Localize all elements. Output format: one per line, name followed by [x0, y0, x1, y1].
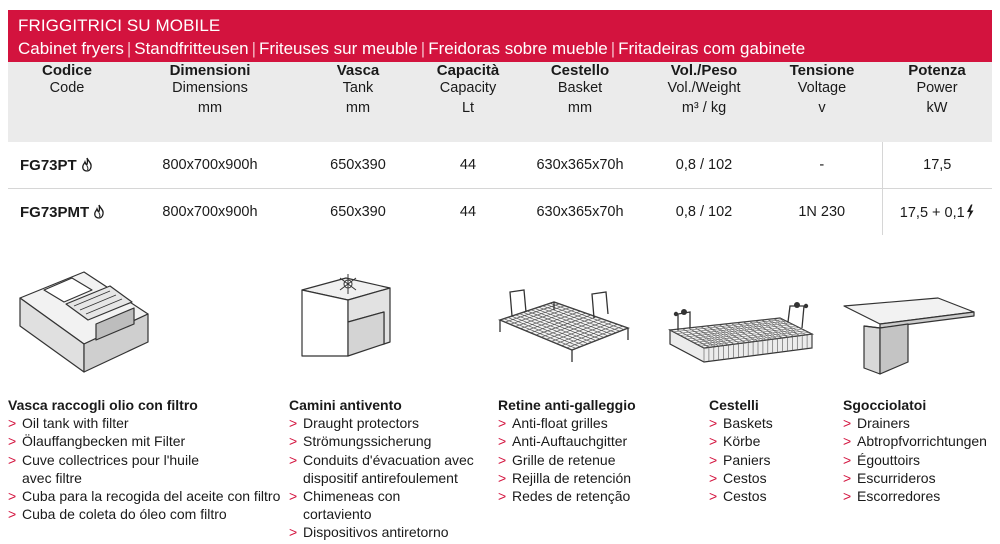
units-row: [8, 100, 992, 142]
subtitle-de: Standfritteusen: [134, 39, 249, 58]
gas-flame-icon: [81, 157, 93, 172]
feature-item: > Cuba de coleta do óleo com filtro: [8, 505, 280, 523]
feature-title: Cestelli: [709, 397, 759, 413]
feature-item: > Dispositivos antiretorno: [289, 523, 474, 541]
feature-item: > Draught protectors: [289, 414, 474, 432]
col-header-code: Codice Code: [41, 62, 92, 96]
col-header-tank: Vasca Tank: [336, 62, 380, 96]
feature-title: Sgocciolatoi: [843, 397, 927, 413]
subtitle-es: Freidoras sobre mueble: [428, 39, 608, 58]
feature-item: > Strömungssicherung: [289, 432, 474, 450]
feature-drainers: [843, 396, 987, 505]
feature-baskets: [709, 396, 773, 505]
subtitle-separator: |: [420, 39, 426, 58]
feature-title: Camini antivento: [289, 397, 402, 413]
feature-item: > Escurrideros: [843, 469, 987, 487]
gas-flame-icon: [93, 204, 105, 219]
feature-item: > Cestos: [709, 487, 773, 505]
feature-item: > Chimeneas con: [289, 487, 474, 505]
subtitle-fr: Friteuses sur meuble: [259, 39, 418, 58]
col-header-power: Potenza Power: [908, 62, 966, 96]
subtitle-separator: |: [126, 39, 132, 58]
col-header-voltage: Tensione Voltage: [789, 62, 855, 96]
header-row: [8, 62, 992, 100]
feature-title: Retine anti-galleggio: [498, 397, 636, 413]
feature-item: > Körbe: [709, 432, 773, 450]
banner-subtitles: [18, 39, 805, 59]
row-voltage: -: [762, 142, 882, 189]
basket-illustration: [660, 300, 820, 368]
subtitle-separator: |: [610, 39, 616, 58]
row-voltage: 1N 230: [798, 204, 846, 220]
feature-item: > Baskets: [709, 414, 773, 432]
col-header-basket: Cestello Basket: [550, 62, 610, 96]
feature-oil-tank: [8, 396, 280, 523]
draught-protector-illustration: [296, 270, 396, 362]
feature-item: > Égouttoirs: [843, 451, 987, 469]
feature-item: > Abtropfvorrichtungen: [843, 432, 987, 450]
oil-tank-illustration: [14, 268, 154, 376]
feature-item-continued: avec filtre: [22, 469, 82, 486]
col-header-vol-weight: Vol./Peso Vol./Weight: [667, 62, 741, 96]
unit-vol-weight: m³ / kg: [681, 100, 727, 116]
table-row: [8, 142, 992, 189]
feature-item: > Drainers: [843, 414, 987, 432]
subtitle-pt: Fritadeiras com gabinete: [618, 39, 806, 58]
subtitle-separator: |: [251, 39, 257, 58]
row-basket: 630x365x70h: [536, 204, 624, 220]
row-tank: 650x390: [330, 204, 386, 220]
feature-item: > Redes de retenção: [498, 487, 636, 505]
row-vol-weight: 0,8 / 102: [646, 142, 762, 189]
table-row: [8, 189, 992, 236]
feature-item: > Anti-Auftauchgitter: [498, 432, 636, 450]
unit-basket: mm: [567, 100, 593, 116]
feature-item: > Cuve collectrices pour l'huile: [8, 451, 280, 469]
electric-bolt-icon: [965, 204, 975, 220]
feature-draught-protectors: [289, 396, 474, 542]
unit-tank: mm: [345, 100, 371, 116]
row-dimensions: 800x700x900h: [162, 204, 258, 220]
row-vol-weight: 0,8 / 102: [675, 204, 733, 220]
unit-code: [8, 100, 126, 142]
feature-item: > Paniers: [709, 451, 773, 469]
title-banner: [8, 10, 992, 62]
drainer-illustration: [838, 296, 978, 376]
feature-title: Vasca raccogli olio con filtro: [8, 397, 198, 413]
feature-item: > Anti-float grilles: [498, 414, 636, 432]
feature-item-continued: dispositif antirefoulement: [303, 469, 458, 486]
unit-voltage: v: [818, 100, 826, 116]
banner-title: FRIGGITRICI SU MOBILE: [18, 16, 221, 35]
feature-item: > Rejilla de retención: [498, 469, 636, 487]
feature-item: > Grille de retenue: [498, 451, 636, 469]
row-code: FG73PMT: [8, 189, 126, 236]
unit-capacity: Lt: [461, 100, 475, 116]
feature-item: > Ölauffangbecken mit Filter: [8, 432, 280, 450]
unit-dimensions: mm: [197, 100, 223, 116]
row-capacity: 44: [459, 204, 477, 220]
row-tank: 650x390: [294, 142, 422, 189]
row-power: 17,5 + 0,1: [882, 189, 992, 236]
col-header-dimensions: Dimensioni Dimensions: [169, 62, 251, 96]
anti-float-grille-illustration: [494, 284, 634, 368]
feature-item: > Cuba para la recogida del aceite con filtro: [8, 487, 280, 505]
unit-power: kW: [926, 100, 948, 116]
feature-anti-float-grilles: [498, 396, 636, 505]
row-dimensions: 800x700x900h: [126, 142, 294, 189]
feature-item: > Cestos: [709, 469, 773, 487]
subtitle-en: Cabinet fryers: [18, 39, 124, 58]
feature-item: > Conduits d'évacuation avec: [289, 451, 474, 469]
row-capacity: 44: [422, 142, 514, 189]
feature-item-continued: cortaviento: [303, 506, 372, 523]
spec-table: [8, 62, 992, 235]
row-power: 17,5: [882, 142, 992, 189]
row-code: FG73PT: [8, 142, 126, 189]
col-header-capacity: Capacità Capacity: [436, 62, 500, 96]
feature-item: > Escorredores: [843, 487, 987, 505]
feature-item: > Oil tank with filter: [8, 414, 280, 432]
row-basket: 630x365x70h: [514, 142, 646, 189]
